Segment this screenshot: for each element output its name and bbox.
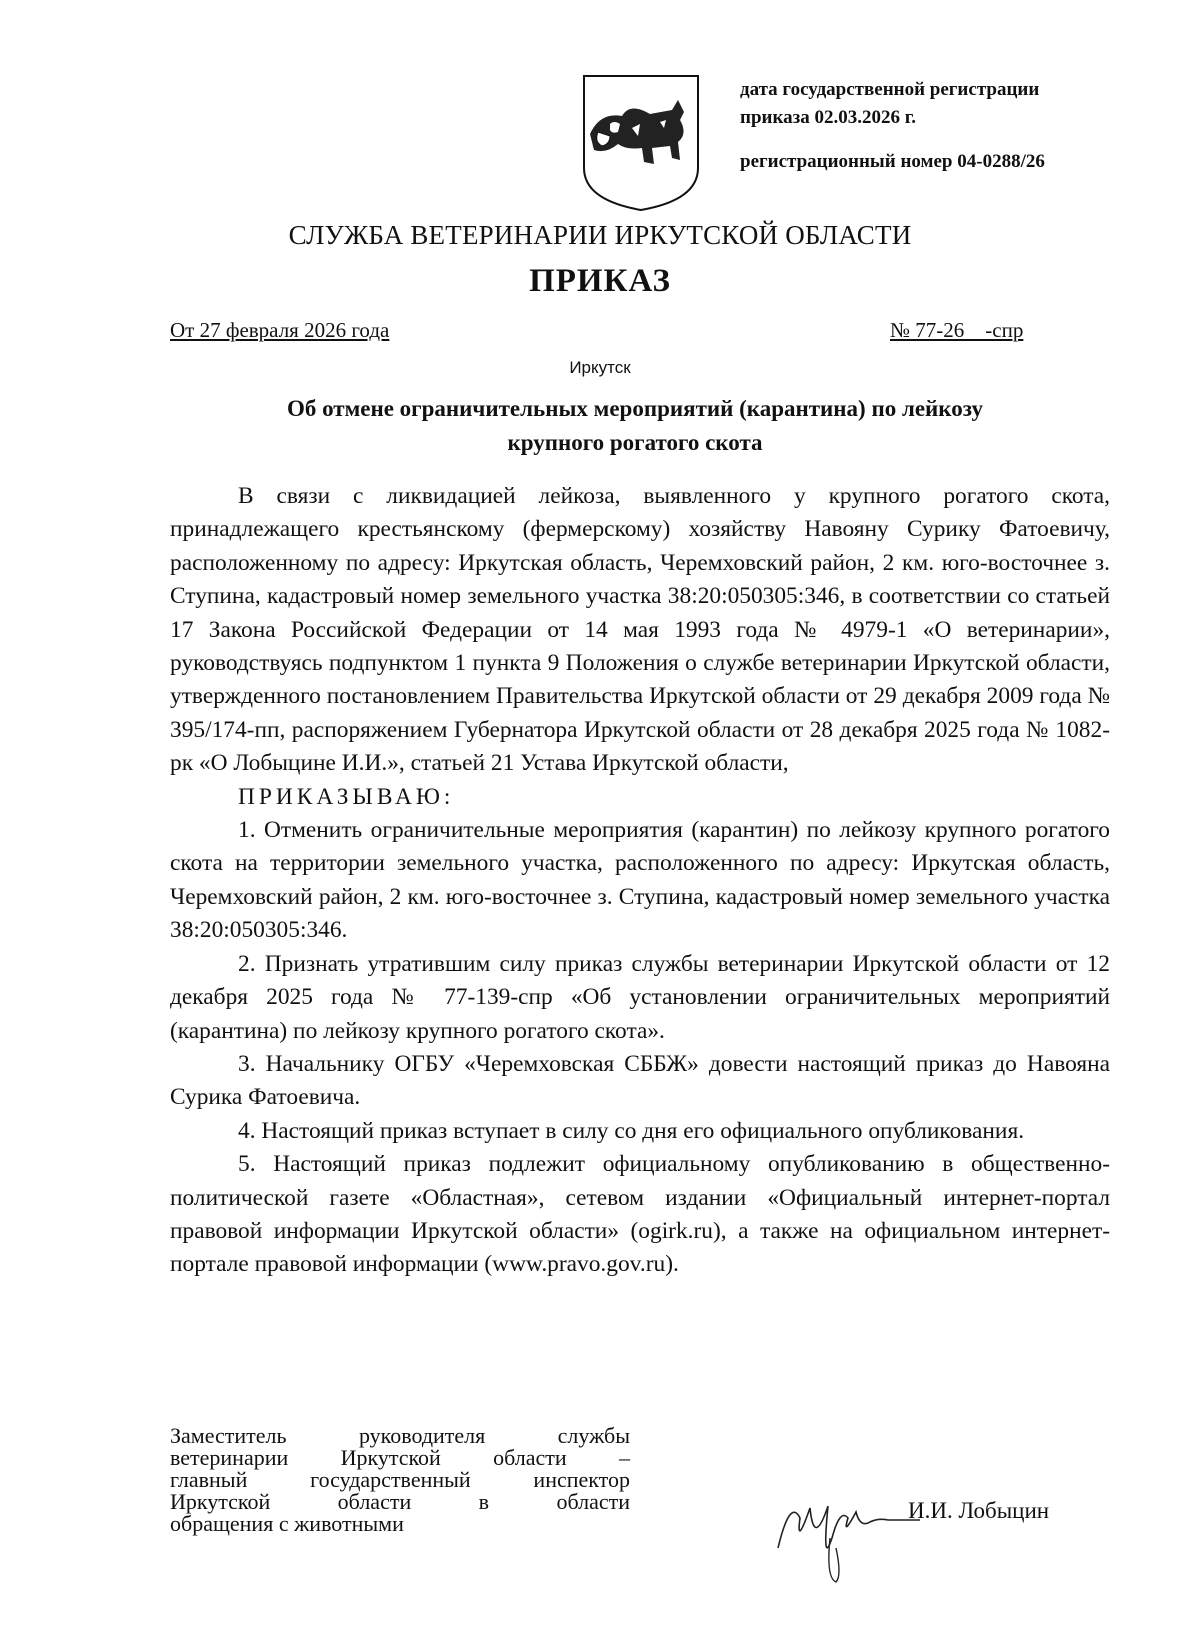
position-line-3: главный государственный инспектор — [170, 1467, 630, 1492]
organization-name: СЛУЖБА ВЕТЕРИНАРИИ ИРКУТСКОЙ ОБЛАСТИ — [288, 220, 912, 250]
pravo-link[interactable]: www.pravo.gov.ru — [492, 1251, 666, 1278]
document-date: От 27 февраля 2026 года — [170, 318, 390, 342]
coat-of-arms-emblem — [580, 72, 702, 214]
position-line-2: ветеринарии Иркутской области – — [170, 1445, 630, 1470]
document-type: ПРИКАЗ — [529, 263, 671, 299]
order-item-4: 4. Настоящий приказ вступает в силу со дня его официального опубликования. — [238, 1117, 1025, 1144]
subject-line-1: Об отмене ограничительных мероприятий (карантина) по лейкозу — [286, 396, 984, 421]
subject-line-2: крупного рогатого скота — [507, 430, 763, 455]
position-line-4: Иркутской области в области — [170, 1489, 630, 1514]
item5-text: 5. Настоящий приказ подлежит официальному опубликованию в общественно-политической газете «Областная», сетевом издании «Официальный интернет-портал правовой информации Иркутской области» (ogirk.ru), а также на официальном интернет-портале правовой информации ( — [170, 1151, 1110, 1278]
signer-name: И.И. Лобыцин — [908, 1498, 1050, 1523]
document-city: Иркутск — [569, 358, 631, 377]
document-number: № 77-26 -спр — [890, 318, 1024, 342]
handwritten-signature — [770, 1478, 930, 1588]
registration-line1: дата государственной регистрации — [740, 79, 1040, 100]
order-item-3: 3. Начальнику ОГБУ «Черемховская СББЖ» довести настоящий приказ до Навояна Сурика Фатоевича. — [170, 1050, 1110, 1111]
signatory-position — [170, 1425, 630, 1535]
registration-date-label — [740, 76, 1110, 104]
item5-end: ). — [665, 1251, 679, 1278]
preamble-paragraph: В связи с ликвидацией лейкоза, выявленного у крупного рогатого скота, принадлежащего крестьянскому (фермерскому) хозяйству Навояну Сурику Фатоевичу, расположенному по адресу: Иркутская область, Черемховский район, 2 км. юго-восточнее з. Ступина, кадастровый номер земельного участка 38:20:050305:346, в соответствии со статьей 17 Закона Российской Федерации от 14 мая 1993 года № 4979-1 «О ветеринарии», руководствуясь подпунктом 1 пункта 9 Положения о службе ветеринарии Иркутской области, утвержденного постановлением Правительства Иркутской области от 29 декабря 2009 года № 395/174-пп, распоряжением Губернатора Иркутской области от 28 декабря 2025 года № 1082-рк «О Лобыцине И.И.», статьей 21 Устава Иркутской области, — [170, 483, 1110, 777]
document-subject — [170, 392, 1100, 460]
registration-date: приказа 02.03.2026 г. — [740, 107, 916, 128]
position-line-1: Заместитель руководителя службы — [170, 1423, 630, 1448]
registration-stamp — [740, 76, 1110, 176]
order-word: ПРИКАЗЫВАЮ: — [238, 783, 455, 810]
position-line-5: обращения с животными — [170, 1511, 404, 1536]
document-body — [170, 480, 1110, 1282]
order-item-2: 2. Признать утратившим силу приказ службы ветеринарии Иркутской области от 12 декабря 2025 года № 77-139-спр «Об установлении ограничительных мероприятий (карантина) по лейкозу крупного рогатого скота». — [170, 950, 1110, 1044]
order-item-1: 1. Отменить ограничительные мероприятия (карантин) по лейкозу крупного рогатого скота на территории земельного участка, расположенного по адресу: Иркутская область, Черемховский район, 2 км. юго-восточнее з. Ступина, кадастровый номер земельного участка 38:20:050305:346. — [170, 817, 1110, 944]
registration-number: регистрационный номер 04-0288/26 — [740, 151, 1045, 172]
order-item-5 — [170, 1148, 1110, 1282]
